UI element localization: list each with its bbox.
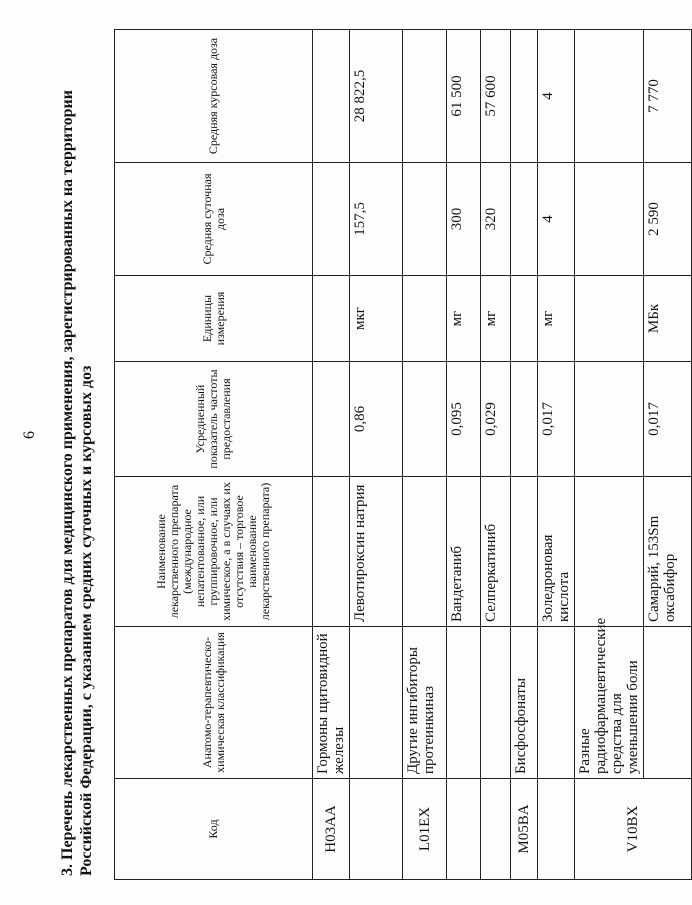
freq-cell: 0,017 [644, 362, 692, 477]
code-cell: H03AA [313, 779, 350, 880]
table-row [447, 30, 481, 880]
course-dose-cell [313, 30, 350, 163]
code-cell [538, 779, 575, 880]
table-row [538, 30, 575, 880]
page-number: 6 [21, 431, 38, 439]
atc-cell: Гормоны щитовидной железы [313, 627, 350, 779]
table-header-row [115, 30, 313, 880]
atc-cell [538, 627, 575, 779]
daily-dose-cell: 2 590 [644, 163, 692, 276]
drug-cell: Самарий, 153Sm оксабифор [644, 477, 692, 627]
code-cell: L01EX [403, 779, 447, 880]
section-heading: 3. Перечень лекарственных препаратов для медицинского применения, зарегистрированных на территории Российской Федерации, с указанием средних суточных и курсовых доз [59, 90, 95, 876]
daily-dose-cell [403, 163, 447, 276]
table-row [313, 30, 350, 880]
course-dose-cell: 4 [538, 30, 575, 163]
course-dose-cell: 28 822,5 [350, 30, 403, 163]
atc-cell: Бисфосфонаты [511, 627, 538, 779]
drug-cell [511, 477, 538, 627]
atc-cell [350, 627, 403, 779]
table-row [350, 30, 403, 880]
daily-dose-cell: 320 [481, 163, 511, 276]
course-dose-cell [511, 30, 538, 163]
table-row [575, 30, 644, 880]
unit-cell: МБк [644, 276, 692, 362]
atc-cell [481, 627, 511, 779]
unit-cell [511, 276, 538, 362]
table-row [644, 30, 692, 880]
col-header-frequency: Усредненный показатель частоты предоставления [115, 362, 313, 477]
freq-cell: 0,095 [447, 362, 481, 477]
col-header-drug-name: Наименование лекарственного препарата (международное непатентованное, или группировочное, или химическое, а в случаях их отсутствия – торговое наименование лекарственного препарата) [115, 477, 313, 627]
unit-cell: мг [538, 276, 575, 362]
code-cell: M05BA [511, 779, 538, 880]
daily-dose-cell: 4 [538, 163, 575, 276]
col-header-course-dose: Средняя курсовая доза [115, 30, 313, 163]
unit-cell [403, 276, 447, 362]
col-header-daily-dose: Средняя суточная доза [115, 163, 313, 276]
drug-cell [313, 477, 350, 627]
course-dose-cell: 57 600 [481, 30, 511, 163]
col-header-unit: Единицы измерения [115, 276, 313, 362]
drug-dose-table [114, 29, 692, 880]
unit-cell: мг [481, 276, 511, 362]
col-header-code: Код [115, 779, 313, 880]
freq-cell [575, 362, 644, 477]
code-cell [481, 779, 511, 880]
drug-cell [575, 477, 644, 627]
atc-cell: Разные радиофармацевтические средства для уменьшения боли [575, 627, 644, 779]
freq-cell: 0,86 [350, 362, 403, 477]
daily-dose-cell: 300 [447, 163, 481, 276]
freq-cell [403, 362, 447, 477]
course-dose-cell [575, 30, 644, 163]
table-row [481, 30, 511, 880]
daily-dose-cell [511, 163, 538, 276]
daily-dose-cell [575, 163, 644, 276]
atc-cell [644, 627, 692, 779]
freq-cell: 0,029 [481, 362, 511, 477]
drug-cell: Золедроновая кислота [538, 477, 575, 627]
rotated-page-content [58, 30, 678, 880]
drug-cell: Селперкатиниб [481, 477, 511, 627]
table-row [511, 30, 538, 880]
daily-dose-cell: 157,5 [350, 163, 403, 276]
col-header-atc: Анатомо-терапевтическо-химическая классификация [115, 627, 313, 779]
course-dose-cell [403, 30, 447, 163]
code-cell [350, 779, 403, 880]
atc-cell [447, 627, 481, 779]
unit-cell: мкг [350, 276, 403, 362]
atc-cell: Другие ингибиторы протеинкиназ [403, 627, 447, 779]
drug-cell: Левотироксин натрия [350, 477, 403, 627]
course-dose-cell: 7 770 [644, 30, 692, 163]
daily-dose-cell [313, 163, 350, 276]
freq-cell: 0,017 [538, 362, 575, 477]
code-cell: V10BX [575, 779, 692, 880]
drug-cell [403, 477, 447, 627]
code-cell [447, 779, 481, 880]
unit-cell: мг [447, 276, 481, 362]
freq-cell [313, 362, 350, 477]
freq-cell [511, 362, 538, 477]
table-row [403, 30, 447, 880]
course-dose-cell: 61 500 [447, 30, 481, 163]
drug-cell: Вандетаниб [447, 477, 481, 627]
unit-cell [575, 276, 644, 362]
unit-cell [313, 276, 350, 362]
